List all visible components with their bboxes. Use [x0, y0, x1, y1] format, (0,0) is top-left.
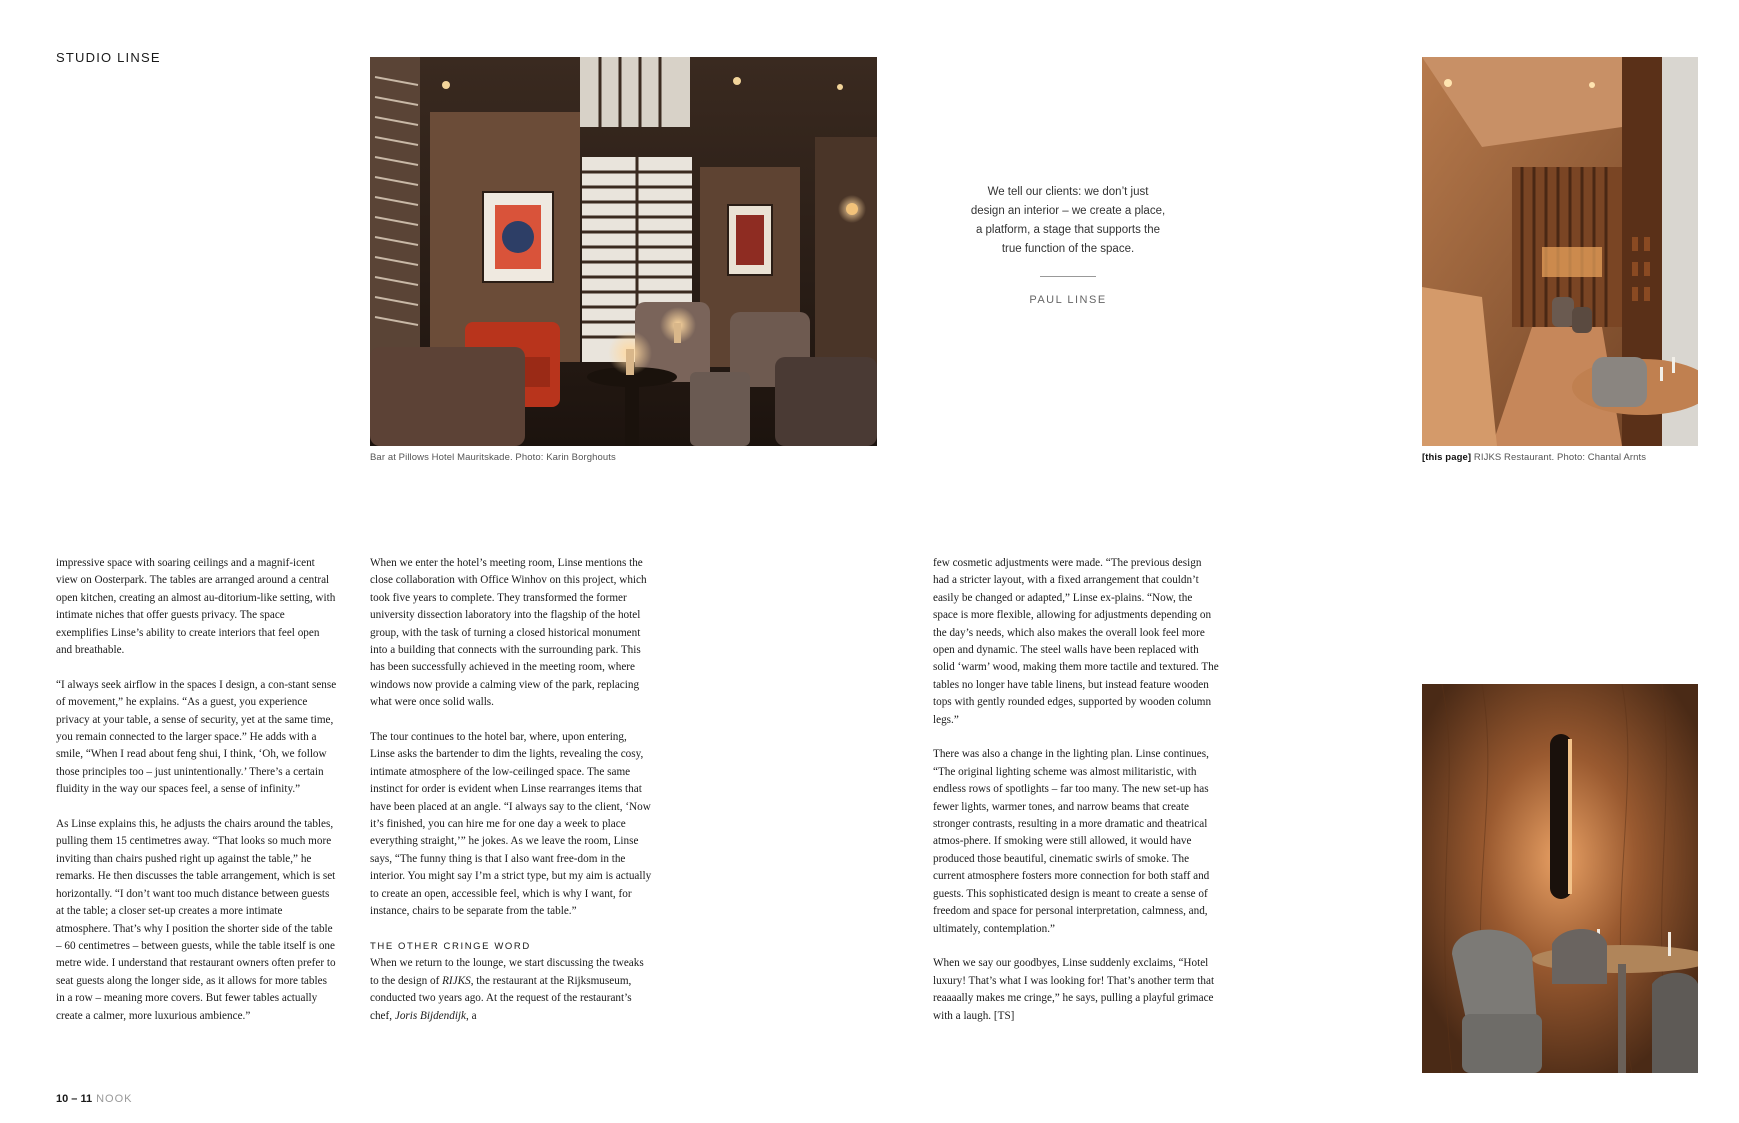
bar-interior-illustration: [370, 57, 877, 446]
page-folio: [56, 1093, 133, 1105]
pull-quote-divider: [1040, 276, 1096, 277]
caption-tag: [this page]: [1422, 452, 1472, 463]
paragraph-text: , the restaurant at the Rijksmuseum, conducted two years ago. At the request of the restaurant’s chef,: [370, 974, 632, 1022]
paragraph: The tour continues to the hotel bar, where, upon entering, Linse asks the bartender to dim the lights, revealing the cosy, intimate atmosphere of the low-ceilinged space. The same instinct for order is evident when Linse rearranges items that have been placed at an angle. “I always say to the client, ‘Now it’s finished, you can hire me for one day a week to place everything straight,’” he jokes. As we leave the room, Linse says, “The funny thing is that I also want free-dom in the interior. You might say I’m a strict type, but my aim is actually to create an open, accessible feel, which is why I want, for instance, chairs to be separate from the table.”: [370, 731, 652, 918]
magazine-brand: NOOK: [96, 1093, 133, 1105]
restaurant-interior-illustration: [1422, 57, 1698, 446]
italic-title: RIJKS: [442, 974, 471, 987]
paragraph-text: , a: [466, 1009, 477, 1022]
text-column-3: [933, 555, 1219, 1025]
pull-quote: [968, 183, 1168, 259]
pull-quote-author: PAUL LINSE: [1029, 294, 1107, 306]
pull-quote-line: design an interior – we create a place,: [970, 205, 1166, 217]
paragraph: When we enter the hotel’s meeting room, Linse mentions the close collaboration with Office Winhov on this project, which took five years to complete. They transformed the former university dissection laboratory into the flagship of the hotel group, with the task of turning a closed historical monument into a building that connects with the surrounding park. This has been successfully achieved in the meeting room, where windows now provide a calming view of the park, replacing what were once solid walls.: [370, 557, 647, 709]
paragraph: When we say our goodbyes, Linse suddenly exclaims, “Hotel luxury! That’s what I was looking for! That’s another term that reaaaally makes me cringe,” he says, pulling a playful grimace with a laugh. [TS]: [933, 957, 1215, 1022]
section-header: STUDIO LINSE: [56, 50, 161, 65]
text-column-2: [370, 555, 652, 1025]
restaurant-photo: [1422, 57, 1698, 446]
paragraph: There was also a change in the lighting plan. Linse continues, “The original lighting scheme was almost militaristic, with endless rows of spotlights – far too many. The new set-up has fewer lights, warmer tones, and narrow beams that create stronger contrasts, resulting in a more dramatic and theatrical atmos-phere. If smoking were still allowed, it would have produced those beautiful, cinematic swirls of smoke. The current atmosphere fosters more connection for both staff and guests. This sophisticated design is meant to create a sense of freedom and space for personal interpretation, calmness, and, ultimately, contemplation.”: [933, 748, 1210, 935]
text-column-1: [56, 555, 338, 1025]
italic-name: Joris Bijdendijk: [394, 1009, 467, 1022]
paragraph: few cosmetic adjustments were made. “The previous design had a stricter layout, with a fixed arrangement that couldn’t easily be changed or adapted,” Linse ex-plains. “Now, the space is more flexible, allowing for adjustments depending on the day’s needs, which also makes the overall look feel more open and dynamic. The steel walls have been replaced with solid ‘warm’ wood, making them more tactile and textured. The tables no longer have table linens, but instead feature wooden tops with gently rounded edges, supported by wooden column legs.”: [933, 557, 1219, 726]
pull-quote-line: We tell our clients: we don’t just: [987, 186, 1149, 198]
paragraph-text: When we return to the lounge, we start discussing the tweaks to the design of: [370, 957, 644, 987]
page-numbers: 10 – 11: [56, 1093, 93, 1105]
paragraph: As Linse explains this, he adjusts the chairs around the tables, pulling them 15 centimetres away. “That looks so much more inviting than chairs pushed right up against the table,” he remarks. He then discusses the table arrangement, which is set horizontally. “I don’t want too much distance between guests at the table; a closer set-up creates a more intimate atmosphere. That’s why I position the shorter side of the table – 60 centimetres – between guests, while the table itself is one metre wide. I understand that restaurant owners often prefer to seat guests along the longer side, as it allows for more tables in a row – meaning more covers. But fewer tables actually create a calmer, more luxurious ambience.”: [56, 818, 336, 1022]
wall-lamp-illustration: [1422, 684, 1698, 1073]
pull-quote-line: a platform, a stage that supports the: [975, 224, 1161, 236]
paragraph: [370, 955, 652, 1025]
bar-photo-caption: Bar at Pillows Hotel Mauritskade. Photo: Karin Borghouts: [370, 452, 616, 463]
wall-lamp-photo: [1422, 684, 1698, 1073]
paragraph: impressive space with soaring ceilings and a magnif-icent view on Oosterpark. The tables are arranged around a central open kitchen, creating an almost au-ditorium-like setting, with intimate niches that offer guests privacy. The space exemplifies Linse’s ability to create interiors that feel open and breathable.: [56, 557, 336, 657]
caption-text: RIJKS Restaurant. Photo: Chantal Arnts: [1473, 452, 1647, 463]
bar-photo: [370, 57, 877, 446]
paragraph: “I always seek airflow in the spaces I design, a con-stant sense of movement,” he explains. “As a guest, you experience privacy at your table, a sense of security, yet at the same time, you remain connected to the larger space.” He adds with a smile, “When I read about feng shui, I think, ‘Oh, we follow those principles too – just unintentionally.’ There’s a certain fluidity in the way our spaces feel, a sense of infinity.”: [56, 678, 337, 796]
subheading: THE OTHER CRINGE WORD: [370, 940, 531, 952]
pull-quote-line: true function of the space.: [1001, 243, 1135, 255]
restaurant-photo-caption: [1422, 452, 1646, 463]
